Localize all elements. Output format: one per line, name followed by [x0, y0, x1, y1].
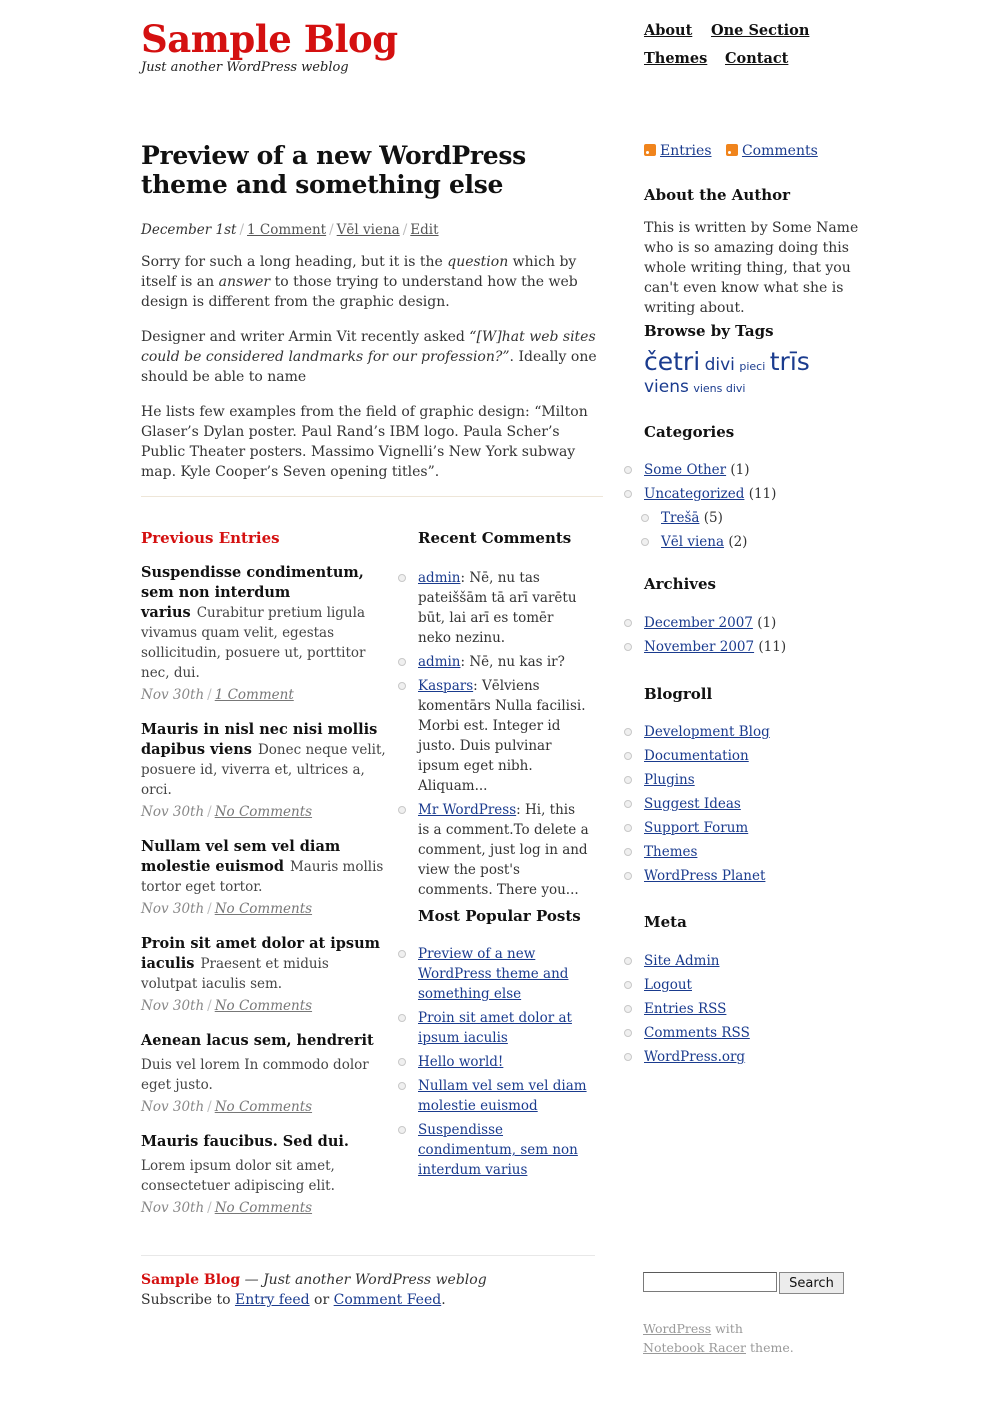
entry-title[interactable]: Suspendisse condimentum, sem non interdum varius: [141, 564, 364, 621]
blogroll-link[interactable]: Suggest Ideas: [644, 796, 741, 812]
list-item: [644, 794, 864, 814]
list-item: Vēl viena (2): [661, 532, 864, 552]
previous-entries-heading: Previous Entries: [141, 529, 280, 547]
wordpress-credit-link[interactable]: WordPress: [643, 1321, 712, 1336]
list-item: [644, 866, 864, 886]
post-paragraph: He lists few examples from the field of graphic design: “Milton Glaser’s Dylan poster. Paul Rand’s IBM logo. Paula Scher’s Public Theater posters. Massimo Vignelli’s New York subway map. Kyle Cooper’s Seven opening titles”.: [141, 404, 588, 480]
popular-post-link[interactable]: Hello world!: [418, 1054, 504, 1070]
subcategories-list: [644, 508, 864, 552]
post-edit-link[interactable]: Edit: [410, 222, 439, 238]
entries-rss-link[interactable]: Entries RSS: [644, 1001, 727, 1017]
previous-entries-list: [141, 563, 389, 1233]
popular-post-link[interactable]: Nullam vel sem vel diam molestie euismod: [418, 1078, 587, 1114]
list-item: [644, 975, 864, 995]
list-item: [644, 951, 864, 971]
blogroll-list: [644, 722, 864, 890]
list-item: Kaspars: Vēlviens komentārs Nulla facilisi. Morbi est. Integer id justo. Duis pulvinar ipsum eget nibh. Aliquam...: [418, 676, 590, 796]
search-input[interactable]: [643, 1272, 777, 1292]
recent-comments-heading: Recent Comments: [418, 529, 572, 547]
comments-rss-link[interactable]: Comments RSS: [644, 1025, 750, 1041]
footer-tagline: — Just another WordPress weblog: [240, 1272, 487, 1288]
blogroll-heading: Blogroll: [644, 685, 713, 703]
popular-post-link[interactable]: Proin sit amet dolor at ipsum iaculis: [418, 1010, 572, 1046]
tag-link[interactable]: viens divi: [693, 382, 746, 395]
nav-about[interactable]: About: [644, 22, 693, 39]
credits: WordPress with Notebook Racer theme.: [643, 1321, 794, 1355]
list-item: Aenean lacus sem, hendrerit Duis vel lorem In commodo dolor eget justo. Nov 30th / No Comments: [141, 1031, 389, 1117]
comment-author-link[interactable]: admin: [418, 570, 461, 586]
tag-cloud: [644, 347, 844, 399]
entry-comments-link[interactable]: No Comments: [214, 901, 313, 917]
tag-link[interactable]: viens: [644, 377, 689, 397]
post-title[interactable]: Preview of a new WordPress theme and something else: [141, 141, 526, 199]
rss-icon: [644, 144, 656, 156]
logout-link[interactable]: Logout: [644, 977, 692, 993]
entry-title[interactable]: Proin sit amet dolor at ipsum iaculis: [141, 935, 380, 972]
footer-divider: [141, 1255, 595, 1256]
site-admin-link[interactable]: Site Admin: [644, 953, 720, 969]
feed-links: [644, 143, 828, 159]
list-item: admin: Nē, nu kas ir?: [418, 652, 590, 672]
list-item: [644, 842, 864, 862]
search-button[interactable]: Search: [779, 1272, 844, 1294]
list-item: [644, 770, 864, 790]
blogroll-link[interactable]: Plugins: [644, 772, 695, 788]
category-link[interactable]: Trešā: [661, 510, 700, 526]
list-item: Trešā (5): [661, 508, 864, 528]
nav-contact[interactable]: Contact: [725, 50, 789, 67]
post-comments-link[interactable]: 1 Comment: [247, 222, 327, 238]
entry-feed-link[interactable]: Entry feed: [234, 1292, 310, 1308]
comments-feed-link[interactable]: Comments: [741, 143, 818, 159]
popular-post-link[interactable]: Suspendisse condimentum, sem non interdum varius: [418, 1122, 578, 1178]
entries-feed-link[interactable]: Entries: [660, 143, 712, 159]
category-link[interactable]: Vēl viena: [661, 534, 725, 550]
list-item: November 2007 (11): [644, 637, 864, 657]
comment-author-link[interactable]: Mr WordPress: [418, 802, 517, 818]
wordpress-org-link[interactable]: WordPress.org: [644, 1049, 746, 1065]
site-title[interactable]: Sample Blog: [141, 17, 398, 61]
footer: Sample Blog — Just another WordPress weblog Subscribe to Entry feed or Comment Feed.: [141, 1272, 487, 1308]
post-paragraph: Designer and writer Armin Vit recently asked “[W]hat web sites could be considered landmarks for our profession?”. Ideally one should be able to name: [141, 329, 597, 385]
footer-site-name[interactable]: Sample Blog: [141, 1272, 241, 1288]
list-item: Some Other (1): [644, 460, 864, 480]
tag-link[interactable]: trīs: [769, 347, 810, 376]
post: [141, 141, 603, 482]
list-item: [644, 1047, 864, 1067]
comment-author-link[interactable]: Kaspars: [418, 678, 474, 694]
entry-title[interactable]: Mauris in nisl nec nisi mollis dapibus viens: [141, 721, 378, 758]
entry-comments-link[interactable]: No Comments: [214, 1200, 313, 1216]
comment-feed-link[interactable]: Comment Feed: [333, 1292, 442, 1308]
post-paragraph: Sorry for such a long heading, but it is the question which by itself is an answer to those trying to understand how the web design is different from the graphic design.: [141, 254, 578, 310]
entry-comments-link[interactable]: 1 Comment: [214, 687, 294, 703]
nav-themes[interactable]: Themes: [644, 50, 708, 67]
archives-heading: Archives: [644, 575, 716, 593]
tags-heading: Browse by Tags: [644, 322, 774, 340]
categories-list: [644, 460, 864, 556]
entry-title[interactable]: Nullam vel sem vel diam molestie euismod: [141, 838, 341, 875]
list-item: December 2007 (1): [644, 613, 864, 633]
list-item: Mr WordPress: Hi, this is a comment.To delete a comment, just log in and view the post's comments. There you...: [418, 800, 590, 900]
entry-comments-link[interactable]: No Comments: [214, 1099, 313, 1115]
popular-post-link[interactable]: Preview of a new WordPress theme and something else: [418, 946, 569, 1002]
entry-title[interactable]: Mauris faucibus. Sed dui.: [141, 1133, 349, 1150]
list-item: [418, 944, 590, 1004]
blogroll-link[interactable]: WordPress Planet: [644, 868, 766, 884]
archive-link[interactable]: December 2007: [644, 615, 753, 631]
list-item: Nullam vel sem vel diam molestie euismod Mauris mollis tortor eget tortor. Nov 30th / No Comments: [141, 838, 384, 917]
rss-icon: [726, 144, 738, 156]
categories-heading: Categories: [644, 423, 735, 441]
blogroll-link[interactable]: Development Blog: [644, 724, 770, 740]
about-heading: About the Author: [644, 186, 791, 204]
blogroll-link[interactable]: Documentation: [644, 748, 749, 764]
entry-title[interactable]: Aenean lacus sem, hendrerit: [141, 1032, 374, 1049]
list-item: admin: Nē, nu tas pateiššām tā arī varētu būt, lai arī es tomēr neko nezinu.: [418, 568, 590, 648]
list-item: [644, 746, 864, 766]
category-link[interactable]: Some Other: [644, 462, 727, 478]
recent-comments-list: [418, 568, 590, 904]
about-text: This is written by Some Name who is so amazing doing this whole writing thing, that you can't even know what she is writing about.: [644, 220, 859, 316]
category-link[interactable]: Uncategorized: [644, 486, 745, 502]
blogroll-link[interactable]: Themes: [644, 844, 698, 860]
list-item: [644, 999, 864, 1019]
comment-author-link[interactable]: admin: [418, 654, 461, 670]
popular-posts-heading: Most Popular Posts: [418, 907, 581, 925]
list-item: [418, 1052, 590, 1072]
theme-credit-link[interactable]: Notebook Racer: [643, 1340, 747, 1355]
meta-heading: Meta: [644, 913, 687, 931]
popular-posts-list: [418, 944, 590, 1184]
tag-link[interactable]: divi: [704, 355, 735, 375]
list-item: Suspendisse condimentum, sem non interdum varius Curabitur pretium ligula vivamus quam velit, egestas sollicitudin, posuere ut, porttitor nec, dui. Nov 30th / 1 Comment: [141, 564, 366, 703]
nav-one-section[interactable]: One Section: [711, 22, 810, 39]
tag-link[interactable]: četri: [644, 347, 701, 376]
list-item: Proin sit amet dolor at ipsum iaculis Praesent et miduis volutpat iaculis sem. Nov 30th / No Comments: [141, 935, 380, 1014]
site-tagline: Just another WordPress weblog: [141, 60, 349, 75]
list-item: [644, 722, 864, 742]
archives-list: [644, 613, 864, 661]
entry-comments-link[interactable]: No Comments: [214, 804, 313, 820]
list-item: [418, 1120, 590, 1180]
list-item: [644, 818, 864, 838]
list-item: [418, 1008, 590, 1048]
list-item: Mauris in nisl nec nisi mollis dapibus viens Donec neque velit, posuere id, viverra et, ultrices a, orci. Nov 30th / No Comments: [141, 721, 386, 820]
list-item: [418, 1076, 590, 1116]
list-item: [644, 1023, 864, 1043]
archive-link[interactable]: November 2007: [644, 639, 755, 655]
blogroll-link[interactable]: Support Forum: [644, 820, 749, 836]
post-meta: December 1st / 1 Comment / Vēl viena / Edit: [141, 222, 439, 238]
list-item: Uncategorized (11) Trešā (5) Vēl viena (2): [644, 484, 864, 552]
post-divider: [141, 496, 603, 497]
meta-list: [644, 951, 864, 1071]
entry-comments-link[interactable]: No Comments: [214, 998, 313, 1014]
list-item: Mauris faucibus. Sed dui. Lorem ipsum dolor sit amet, consectetuer adipiscing elit. Nov 30th / No Comments: [141, 1132, 389, 1218]
post-category-link[interactable]: Vēl viena: [336, 222, 400, 238]
tag-link[interactable]: pieci: [739, 360, 766, 373]
post-date: December 1st: [141, 222, 237, 238]
